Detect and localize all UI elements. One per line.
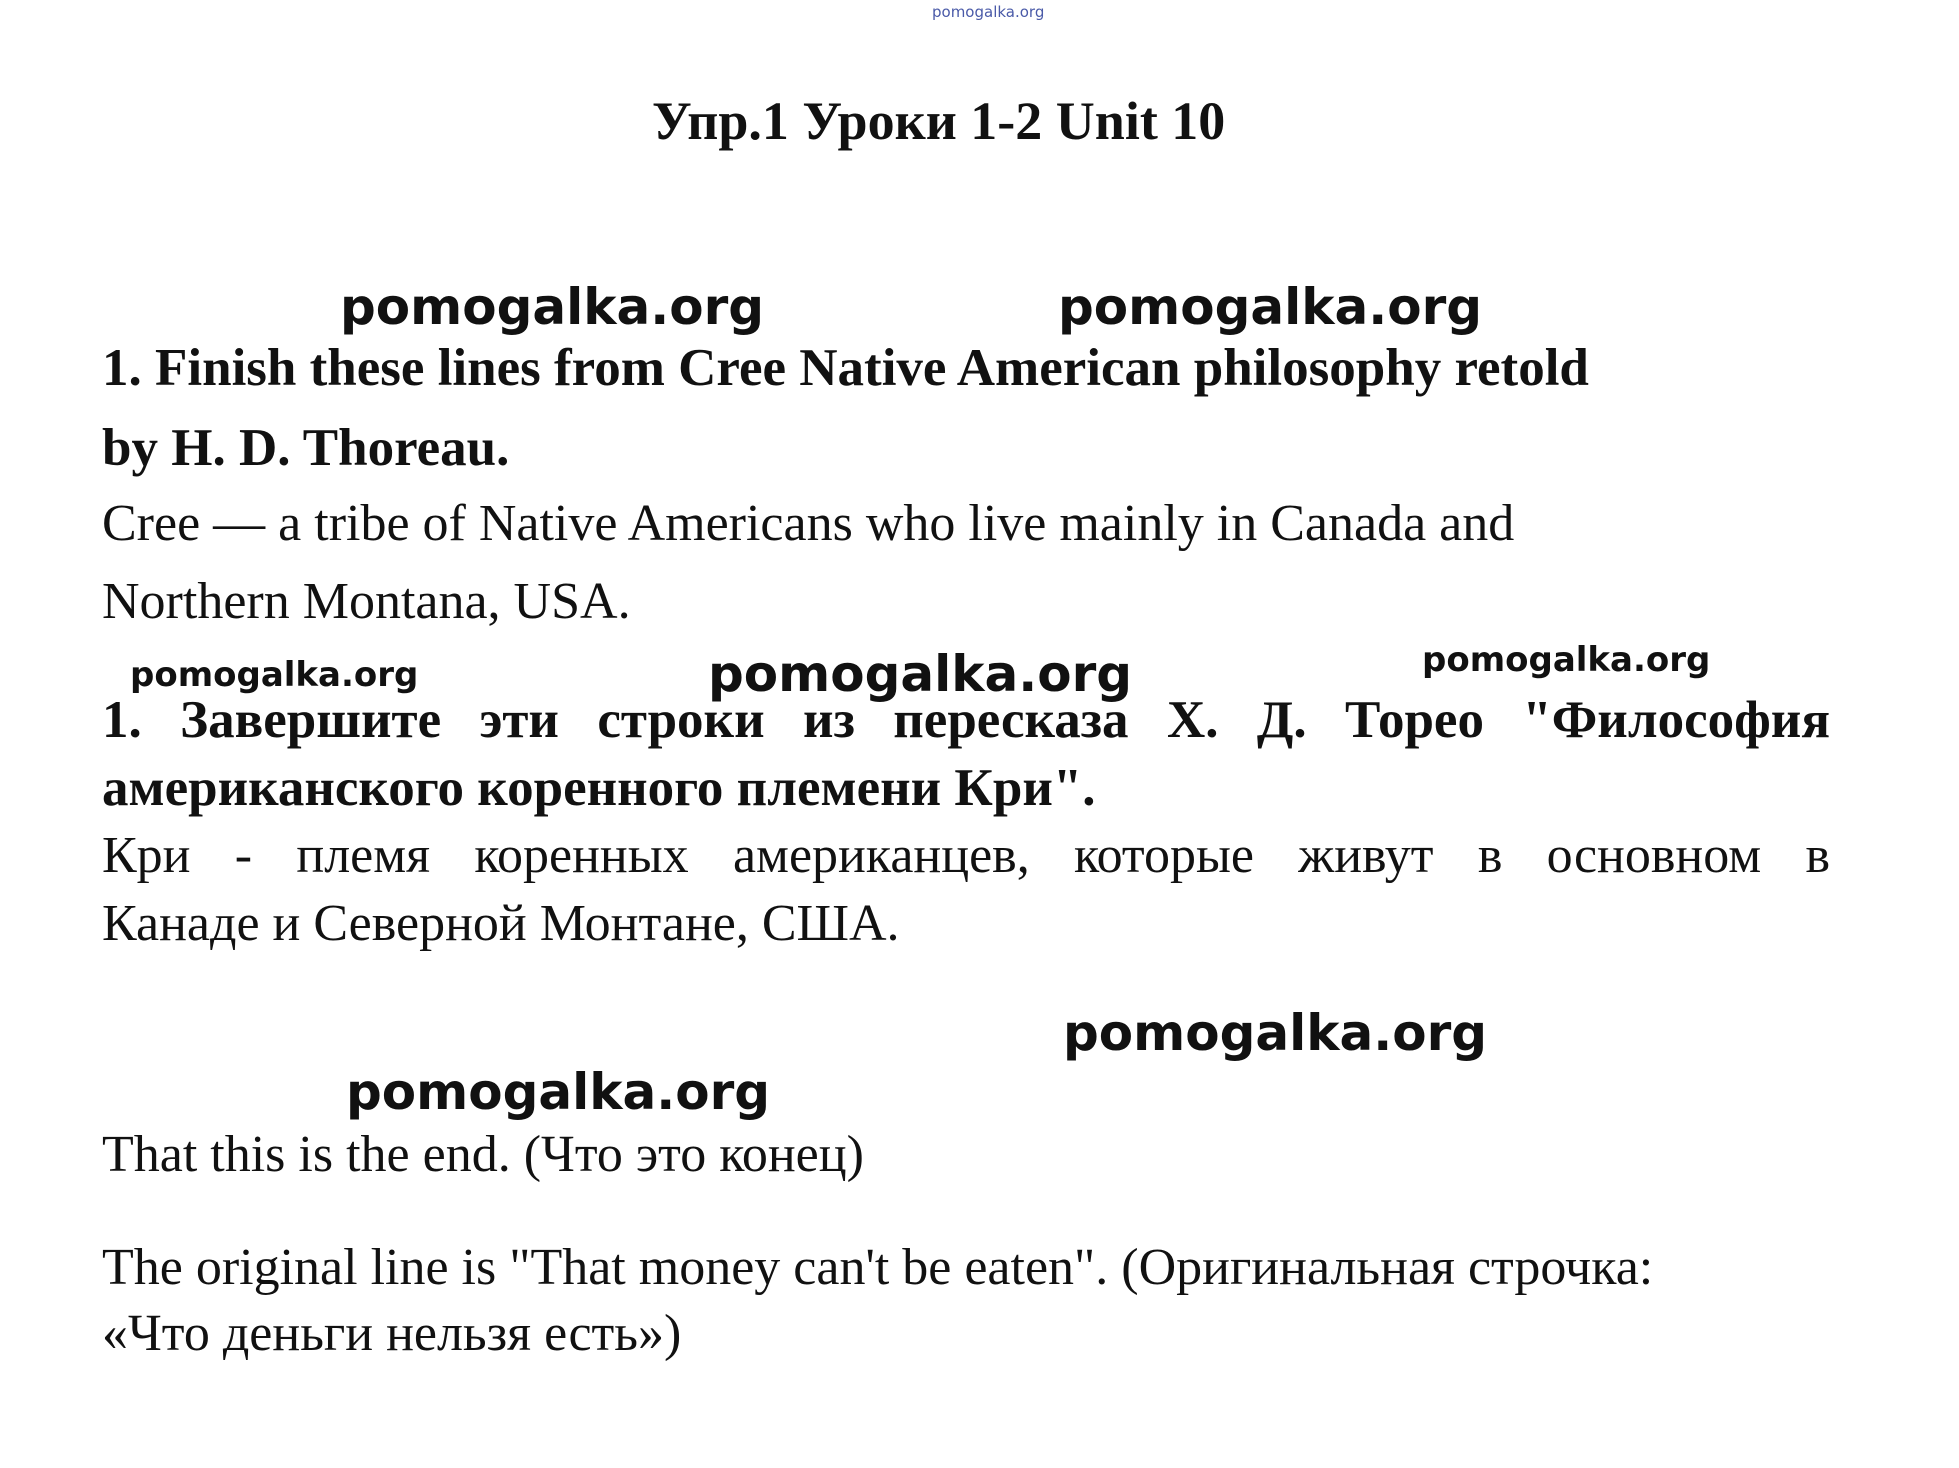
task-heading-ru-line2: американского коренного племени Кри". [102,759,1096,817]
watermark: pomogalka.org [1058,278,1483,336]
page-title: Упр.1 Уроки 1-2 Unit 10 [652,91,1226,151]
note-en-line1: Cree — a tribe of Native Americans who live mainly in Canada and [102,495,1515,552]
watermark: pomogalka.org [1063,1004,1488,1062]
original-line-1: The original line is "That money can't be eaten". (Оригинальная строчка: [102,1239,1654,1296]
watermark: pomogalka.org [1422,640,1711,680]
watermark: pomogalka.org [346,1063,771,1121]
task-heading-en-line2: by H. D. Thoreau. [102,419,510,477]
note-ru-line1: Кри - племя коренных американцев, которые живут в основном в [102,827,1830,884]
note-en-line2: Northern Montana, USA. [102,573,631,630]
answer-line: That this is the end. (Что это конец) [102,1126,864,1183]
task-heading-ru-line1: 1. Завершите эти строки из пересказа Х. Д. Тореo "Философия [102,691,1830,749]
top-watermark: pomogalka.org [932,3,1045,21]
watermark: pomogalka.org [340,278,765,336]
original-line-2: «Что деньги нельзя есть») [102,1305,682,1362]
watermark: pomogalka.org [708,645,1133,703]
watermark: pomogalka.org [130,655,419,695]
note-ru-line2: Канаде и Северной Монтане, США. [102,895,900,952]
task-heading-en-line1: 1. Finish these lines from Cree Native American philosophy retold [102,339,1589,397]
